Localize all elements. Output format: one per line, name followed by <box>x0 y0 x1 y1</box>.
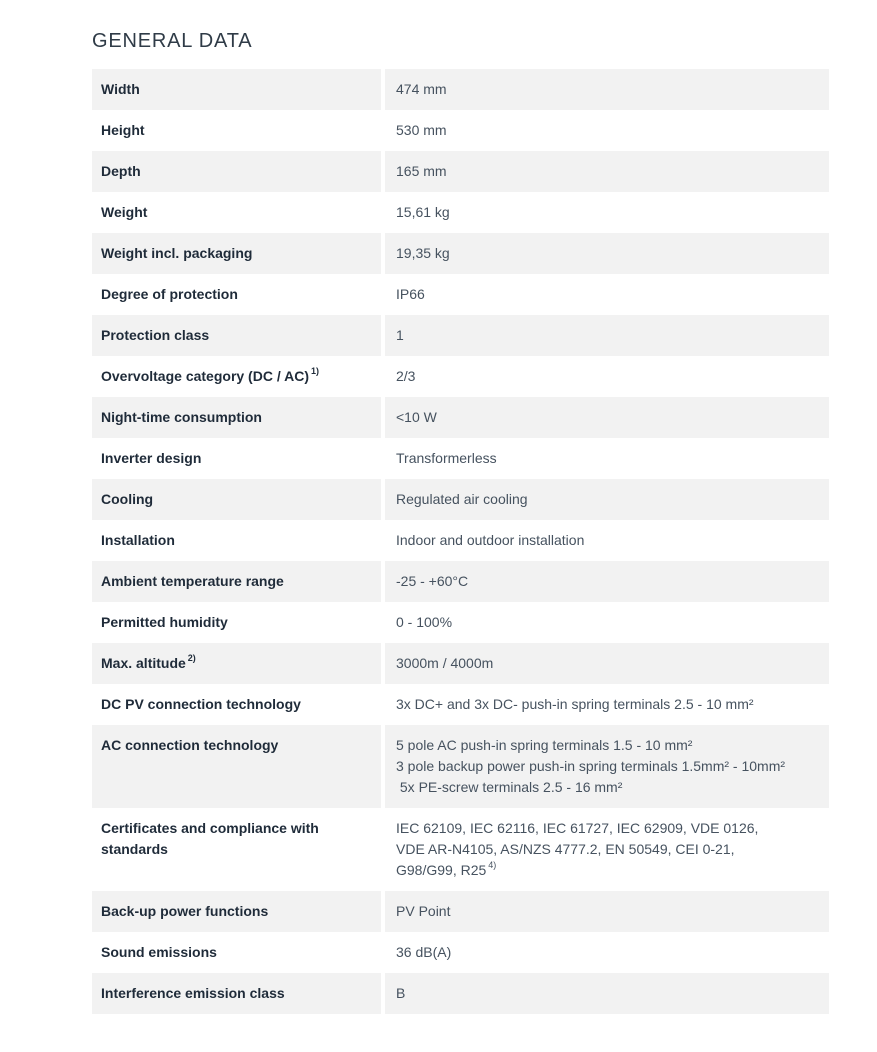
table-row <box>92 725 829 808</box>
spec-value-line: G98/G99, R25 $^{4)}$ <box>396 860 497 878</box>
table-row <box>92 69 829 110</box>
spec-value <box>385 274 829 315</box>
spec-label <box>92 233 381 274</box>
spec-value <box>385 69 829 110</box>
spec-label <box>92 110 381 151</box>
table-row <box>92 808 829 891</box>
table-row <box>92 315 829 356</box>
spec-value <box>385 438 829 479</box>
spec-value-line: 474 mm <box>396 81 447 97</box>
spec-label-text: Interference emission class <box>101 985 285 1001</box>
table-row <box>92 479 829 520</box>
spec-label <box>92 684 381 725</box>
table-row <box>92 274 829 315</box>
section-title: GENERAL DATA <box>92 30 253 52</box>
spec-value-line: 3000m / 4000m <box>396 655 494 671</box>
spec-value-line: IEC 62109, IEC 62116, IEC 61727, IEC 62909, VDE 0126, <box>396 820 759 836</box>
spec-value-line: 1 <box>396 327 404 343</box>
spec-value-line: 5 pole AC push-in spring terminals 1.5 - 10 mm² <box>396 737 693 753</box>
spec-value-line: 165 mm <box>396 163 447 179</box>
spec-value-line: PV Point <box>396 903 451 919</box>
spec-value-line: Transformerless <box>396 450 497 466</box>
spec-label <box>92 192 381 233</box>
table-row <box>92 684 829 725</box>
spec-label-text: Width <box>101 81 140 97</box>
spec-label <box>92 891 381 932</box>
spec-value-line: 2/3 <box>396 368 416 384</box>
table-row <box>92 520 829 561</box>
spec-value <box>385 192 829 233</box>
spec-value <box>385 891 829 932</box>
spec-value-line: Indoor and outdoor installation <box>396 532 585 548</box>
spec-value <box>385 808 829 891</box>
table-row <box>92 397 829 438</box>
spec-value-line: 0 - 100% <box>396 614 453 630</box>
spec-label-text: Ambient temperature range <box>101 573 284 589</box>
spec-value-line: 36 dB(A) <box>396 944 452 960</box>
spec-label <box>92 808 381 891</box>
spec-label-text: Overvoltage category (DC / AC) <box>101 368 309 384</box>
spec-value <box>385 520 829 561</box>
spec-value <box>385 561 829 602</box>
spec-value <box>385 397 829 438</box>
spec-label <box>92 643 381 684</box>
table-row <box>92 643 829 684</box>
table-row <box>92 602 829 643</box>
spec-value <box>385 973 829 1014</box>
spec-label-text: AC connection technology <box>101 737 279 753</box>
spec-value <box>385 315 829 356</box>
table-row <box>92 561 829 602</box>
spec-label-text: Depth <box>101 163 141 179</box>
spec-value-line: 530 mm <box>396 122 447 138</box>
spec-label <box>92 479 381 520</box>
table-row <box>92 356 829 397</box>
spec-label-text: DC PV connection technology <box>101 696 301 712</box>
table-row <box>92 151 829 192</box>
spec-value <box>385 725 829 808</box>
spec-value-line: 3x DC+ and 3x DC- push-in spring terminals 2.5 - 10 mm² <box>396 696 754 712</box>
spec-label-text: Height <box>101 122 145 138</box>
footnote-marker: 1) <box>310 366 319 377</box>
spec-label <box>92 151 381 192</box>
table-row <box>92 192 829 233</box>
spec-label-text: Cooling <box>101 491 154 507</box>
spec-label <box>92 274 381 315</box>
table-row <box>92 438 829 479</box>
spec-label-text: Certificates and compliance with standards <box>101 820 319 857</box>
spec-value <box>385 110 829 151</box>
spec-label-text: Degree of protection <box>101 286 238 302</box>
spec-value-line: 5x PE-screw terminals 2.5 - 16 mm² <box>396 779 623 795</box>
spec-value <box>385 602 829 643</box>
spec-value <box>385 151 829 192</box>
spec-label <box>92 973 381 1014</box>
spec-label <box>92 397 381 438</box>
spec-value <box>385 684 829 725</box>
spec-label-text: Max. altitude <box>101 655 186 671</box>
table-row <box>92 932 829 973</box>
spec-label <box>92 561 381 602</box>
spec-label <box>92 520 381 561</box>
spec-label <box>92 438 381 479</box>
table-row <box>92 233 829 274</box>
spec-label-text: Back-up power functions <box>101 903 269 919</box>
spec-value <box>385 356 829 397</box>
spec-label-text: Protection class <box>101 327 210 343</box>
spec-value <box>385 932 829 973</box>
footnote-marker: 4) <box>488 860 497 871</box>
spec-label-text: Sound emissions <box>101 944 217 960</box>
spec-label <box>92 932 381 973</box>
table-row <box>92 973 829 1014</box>
spec-label-text: Inverter design <box>101 450 202 466</box>
spec-label <box>92 602 381 643</box>
spec-table <box>92 69 829 1014</box>
spec-label <box>92 725 381 808</box>
spec-value-line: Regulated air cooling <box>396 491 528 507</box>
spec-value-line: 15,61 kg <box>396 204 450 220</box>
spec-value <box>385 643 829 684</box>
footnote-marker: 2) <box>187 653 196 664</box>
spec-value-line: B <box>396 985 406 1001</box>
spec-value-line: IP66 <box>396 286 425 302</box>
spec-value-line: 19,35 kg <box>396 245 450 261</box>
spec-label-text: Weight incl. packaging <box>101 245 253 261</box>
table-row <box>92 891 829 932</box>
table-row <box>92 110 829 151</box>
spec-value-line: <10 W <box>396 409 437 425</box>
spec-value-line: 3 pole backup power push-in spring terminals 1.5mm² - 10mm² <box>396 758 786 774</box>
spec-value <box>385 233 829 274</box>
spec-label-text: Night-time consumption <box>101 409 262 425</box>
spec-label <box>92 315 381 356</box>
spec-label <box>92 69 381 110</box>
spec-label <box>92 356 381 397</box>
spec-label-text: Permitted humidity <box>101 614 228 630</box>
spec-label-text: Installation <box>101 532 175 548</box>
spec-label-text: Weight <box>101 204 148 220</box>
spec-value-line: VDE AR-N4105, AS/NZS 4777.2, EN 50549, CEI 0-21, <box>396 841 735 857</box>
spec-value <box>385 479 829 520</box>
spec-value-line: -25 - +60°C <box>396 573 469 589</box>
